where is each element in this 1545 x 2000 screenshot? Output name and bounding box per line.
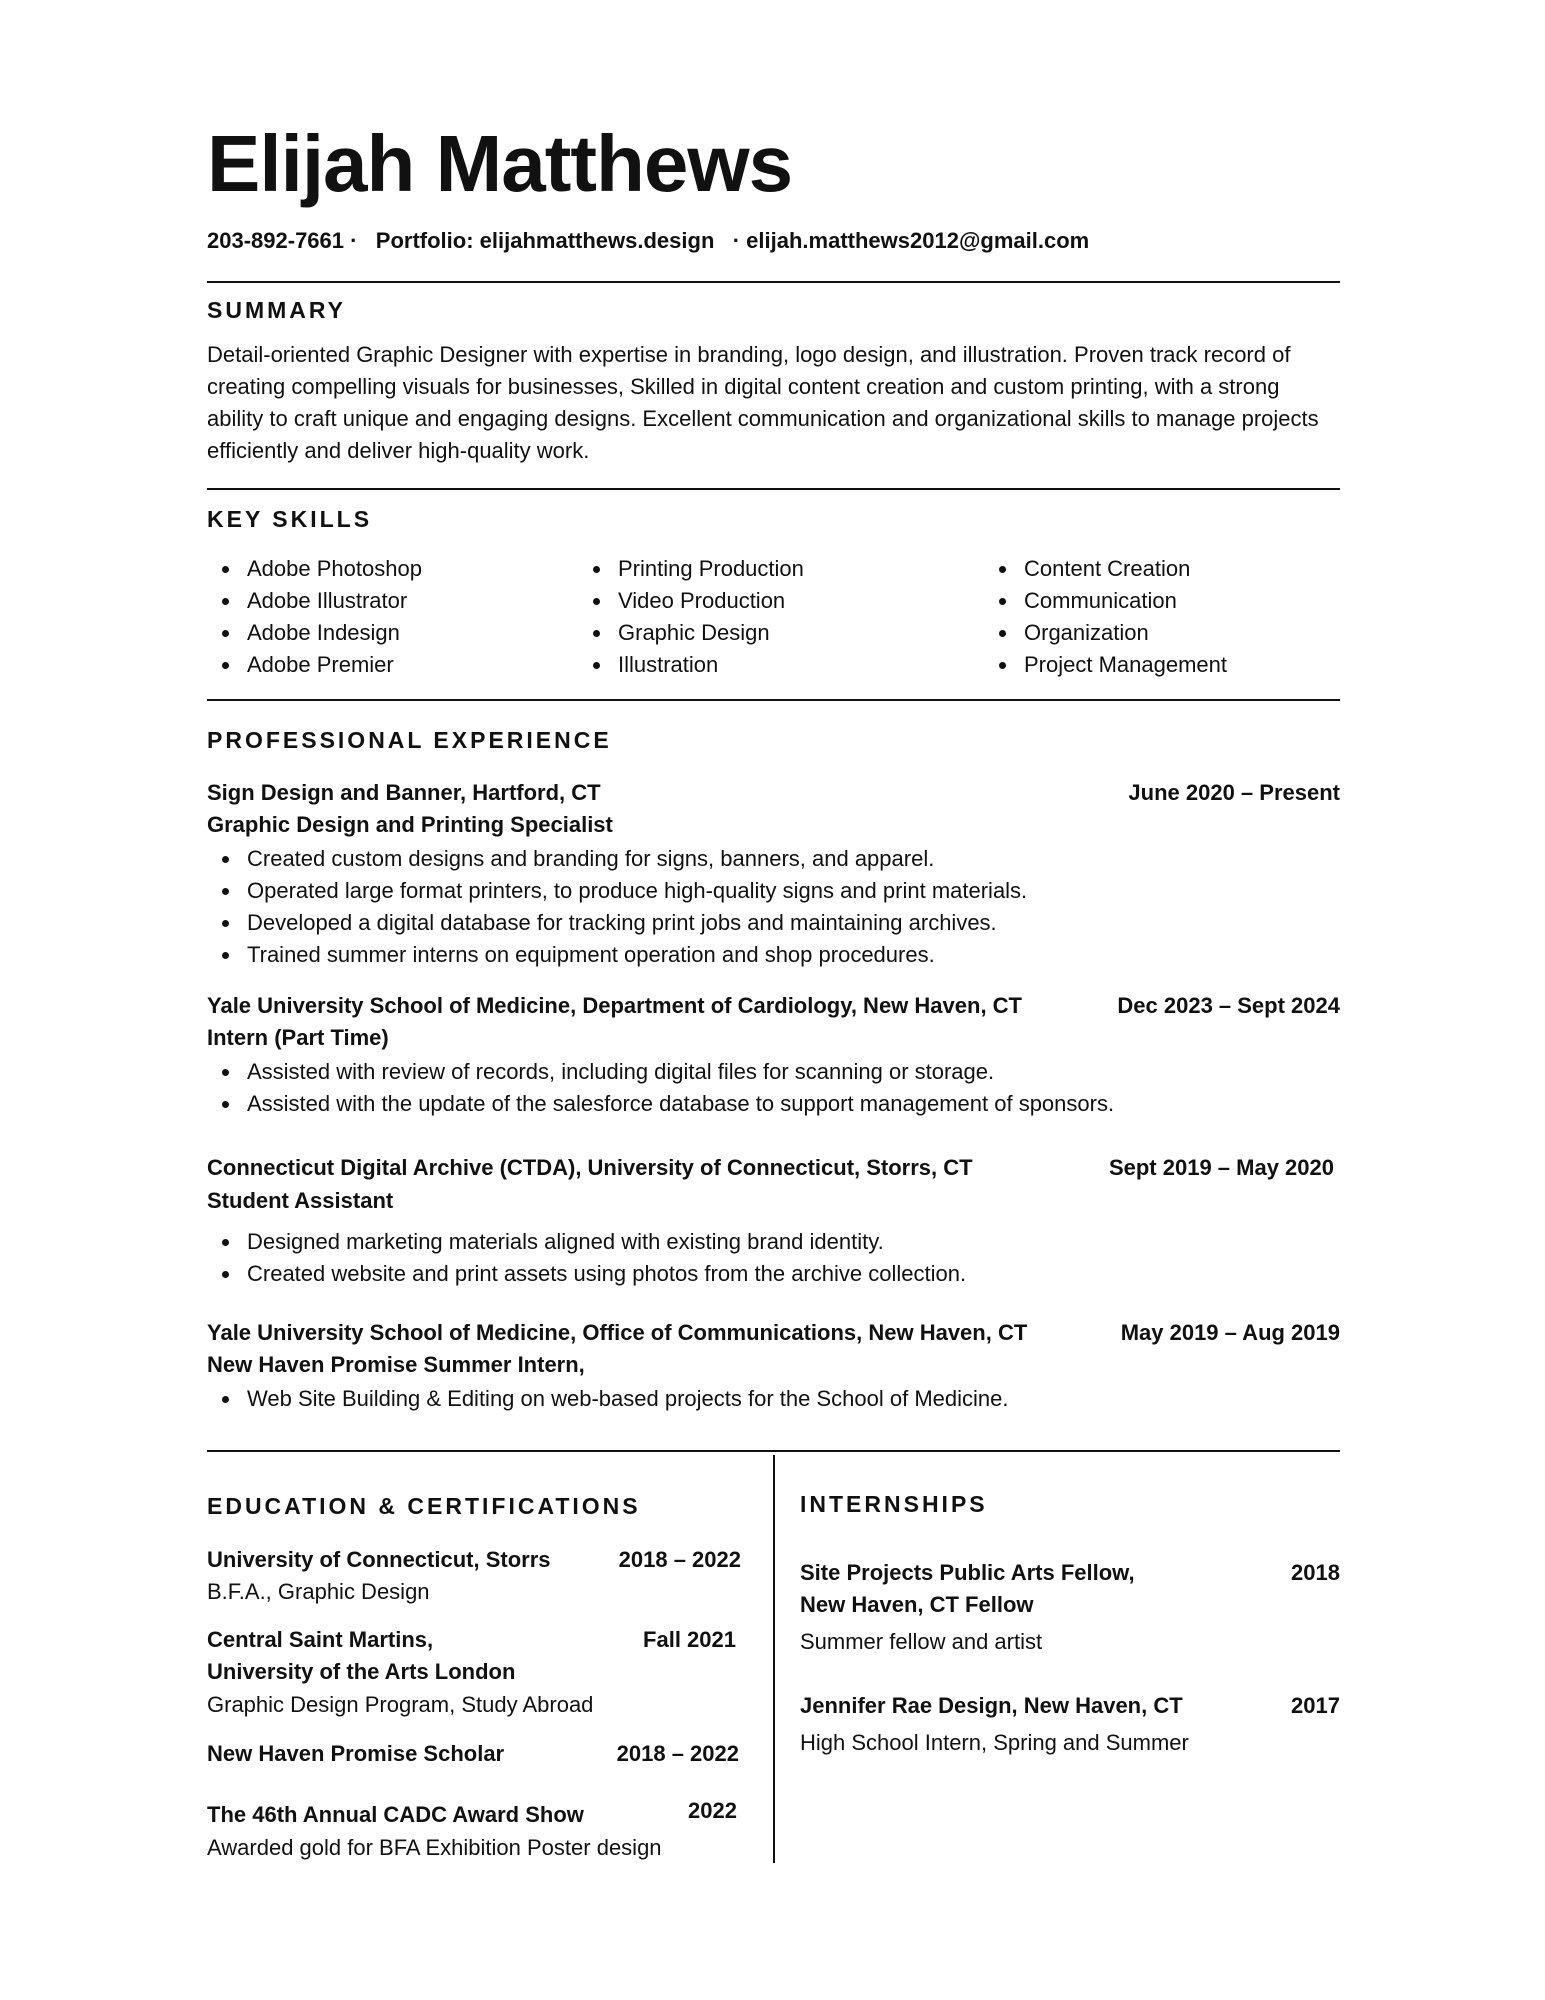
list-item: Project Management — [984, 649, 1227, 681]
job-dates: May 2019 – Aug 2019 — [1120, 1320, 1340, 1345]
job-title: Graphic Design and Printing Specialist — [207, 812, 613, 837]
list-item: Organization — [984, 617, 1227, 649]
education-name-line2: University of the Arts London — [207, 1659, 516, 1684]
internship-date: 2018 — [1291, 1560, 1340, 1585]
skills-column-3 — [984, 553, 1227, 681]
job-dates: June 2020 – Present — [1128, 780, 1340, 805]
list-item: Content Creation — [984, 553, 1227, 585]
internships-heading: INTERNSHIPS — [800, 1491, 988, 1517]
list-item: Trained summer interns on equipment operation and shop procedures. — [207, 939, 1027, 971]
internship-detail: High School Intern, Spring and Summer — [800, 1730, 1189, 1755]
education-name: Central Saint Martins, — [207, 1627, 434, 1652]
education-date: 2022 — [688, 1798, 737, 1823]
job-dates: Dec 2023 – Sept 2024 — [1117, 993, 1340, 1018]
job-org: Yale University School of Medicine, Department of Cardiology, New Haven, CT — [207, 993, 1022, 1018]
job-org: Sign Design and Banner, Hartford, CT — [207, 780, 601, 805]
experience-heading: PROFESSIONAL EXPERIENCE — [207, 727, 612, 753]
resume-name: Elijah Matthews — [207, 119, 793, 208]
job-org: Connecticut Digital Archive (CTDA), University of Connecticut, Storrs, CT — [207, 1155, 973, 1180]
summary-heading: SUMMARY — [207, 297, 346, 323]
divider — [207, 699, 1340, 701]
list-item: Designed marketing materials aligned with existing brand identity. — [207, 1226, 966, 1258]
column-divider — [773, 1455, 775, 1863]
internship-date: 2017 — [1291, 1693, 1340, 1718]
education-detail: B.F.A., Graphic Design — [207, 1579, 430, 1604]
contact-line — [207, 228, 1089, 254]
education-detail: Graphic Design Program, Study Abroad — [207, 1692, 594, 1717]
education-date: 2018 – 2022 — [616, 1741, 739, 1766]
list-item: Assisted with review of records, including digital files for scanning or storage. — [207, 1056, 1114, 1088]
internship-name: Site Projects Public Arts Fellow, — [800, 1560, 1135, 1585]
phone-number: 203-892-7661 · — [207, 228, 358, 253]
job-bullets — [207, 1383, 1008, 1415]
divider — [207, 1450, 1340, 1452]
skills-column-2 — [578, 553, 804, 681]
education-name: The 46th Annual CADC Award Show — [207, 1802, 584, 1827]
list-item: Printing Production — [578, 553, 804, 585]
list-item: Created custom designs and branding for signs, banners, and apparel. — [207, 843, 1027, 875]
divider — [207, 488, 1340, 490]
portfolio-link[interactable]: Portfolio: elijahmatthews.design — [375, 228, 715, 253]
education-date: Fall 2021 — [643, 1627, 736, 1652]
education-date: 2018 – 2022 — [618, 1547, 741, 1572]
education-heading: EDUCATION & CERTIFICATIONS — [207, 1493, 641, 1519]
list-item: Graphic Design — [578, 617, 804, 649]
skills-column-1 — [207, 553, 422, 681]
list-item: Developed a digital database for tracking print jobs and maintaining archives. — [207, 907, 1027, 939]
email-link[interactable]: · elijah.matthews2012@gmail.com — [732, 228, 1090, 253]
job-bullets — [207, 843, 1027, 971]
education-detail: Awarded gold for BFA Exhibition Poster design — [207, 1835, 662, 1860]
list-item: Assisted with the update of the salesforce database to support management of sponsors. — [207, 1088, 1114, 1120]
list-item: Adobe Photoshop — [207, 553, 422, 585]
list-item: Illustration — [578, 649, 804, 681]
divider — [207, 281, 1340, 283]
list-item: Adobe Illustrator — [207, 585, 422, 617]
education-name: New Haven Promise Scholar — [207, 1741, 505, 1766]
list-item: Created website and print assets using photos from the archive collection. — [207, 1258, 966, 1290]
internship-name-line2: New Haven, CT Fellow — [800, 1592, 1034, 1617]
job-title: Student Assistant — [207, 1188, 394, 1213]
job-bullets — [207, 1056, 1114, 1120]
job-bullets — [207, 1226, 966, 1290]
list-item: Operated large format printers, to produce high-quality signs and print materials. — [207, 875, 1027, 907]
internship-name: Jennifer Rae Design, New Haven, CT — [800, 1693, 1183, 1718]
list-item: Communication — [984, 585, 1227, 617]
list-item: Video Production — [578, 585, 804, 617]
education-name: University of Connecticut, Storrs — [207, 1547, 551, 1572]
internship-detail: Summer fellow and artist — [800, 1629, 1043, 1654]
list-item: Web Site Building & Editing on web-based projects for the School of Medicine. — [207, 1383, 1008, 1415]
list-item: Adobe Premier — [207, 649, 422, 681]
job-title: Intern (Part Time) — [207, 1025, 389, 1050]
list-item: Adobe Indesign — [207, 617, 422, 649]
summary-text: Detail-oriented Graphic Designer with expertise in branding, logo design, and illustration. Proven track record of creating compelling visuals for businesses, Skilled in digital content creation and custom printing, with a strong ability to craft unique and engaging designs. Excellent communication and organizational skills to manage projects efficiently and deliver high-quality work. — [207, 342, 1319, 463]
job-title: New Haven Promise Summer Intern, — [207, 1352, 585, 1377]
skills-heading: KEY SKILLS — [207, 506, 373, 532]
job-org: Yale University School of Medicine, Office of Communications, New Haven, CT — [207, 1320, 1028, 1345]
job-dates: Sept 2019 – May 2020 — [1108, 1155, 1334, 1180]
